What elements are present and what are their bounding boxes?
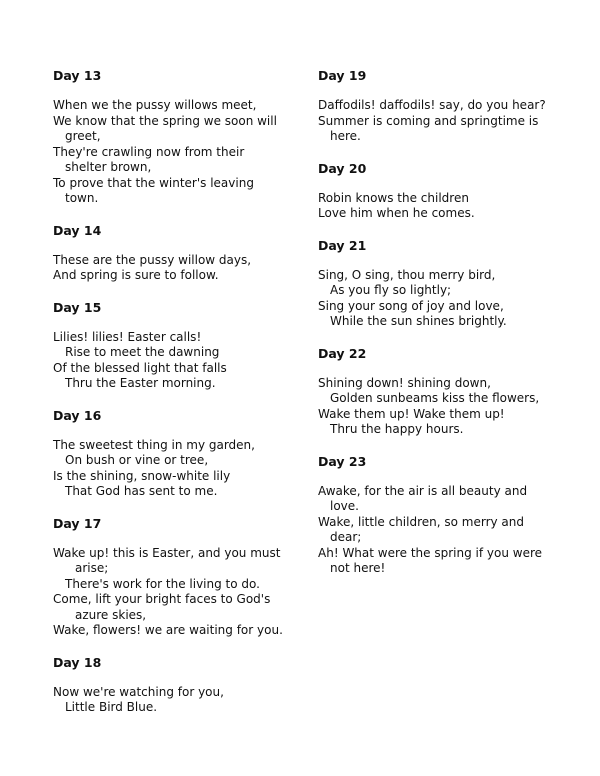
poem-line: Wake them up! Wake them up! [318,406,505,421]
poem-line: Robin knows the children [318,190,469,205]
poem-stanza [53,685,303,716]
poem-stanza [53,253,303,284]
poem-entry [53,655,303,716]
poem-stanza [53,330,303,392]
poem-line: Ah! What were the spring if you were [318,545,543,560]
poem-line: While the sun shines brightly. [330,314,507,328]
poem-entry [53,223,303,284]
poem-line: We know that the spring we soon will [53,113,277,128]
poem-line: Golden sunbeams kiss the flowers, [330,391,540,405]
poem-line: And spring is sure to follow. [53,268,219,282]
poem-line: Sing, O sing, thou merry bird, [318,267,496,282]
poem-entry [318,161,568,222]
poem-line: Wake, flowers! we are waiting for you. [53,623,283,637]
poem-line: They're crawling now from their [53,144,245,159]
day-heading: Day 20 [318,160,367,176]
poem-line: Summer is coming and springtime is [318,113,539,128]
poem-line: greet, [65,129,101,143]
poem-stanza [318,98,568,145]
poem-line: Wake, little children, so merry and [318,514,524,529]
day-heading: Day 22 [318,345,367,361]
day-heading: Day 17 [53,515,102,531]
day-heading: Day 18 [53,654,102,670]
day-heading: Day 16 [53,407,102,423]
poem-line: Thru the happy hours. [330,422,464,436]
poem-line: Come, lift your bright faces to God's [53,592,271,606]
poem-line: Sing your song of joy and love, [318,298,504,313]
poem-line: dear; [330,530,362,544]
poem-entry [318,346,568,438]
poem-line: love. [330,499,359,513]
poem-line: here. [330,129,361,143]
poem-line: That God has sent to me. [65,484,218,498]
poem-line: Little Bird Blue. [65,700,158,714]
poem-line: Awake, for the air is all beauty and [318,483,528,498]
poem-entry [53,300,303,392]
poem-line: There's work for the living to do. [65,576,260,591]
poem-line: Daffodils! daffodils! say, do you hear? [318,98,546,112]
poem-stanza [53,438,303,500]
day-heading: Day 21 [318,237,367,253]
poem-line: arise; [75,561,109,575]
poem-line: Of the blessed light that falls [53,360,227,375]
poem-stanza [318,484,568,577]
left-column [53,68,303,732]
poem-entry [53,408,303,500]
poem-line: When we the pussy willows meet, [53,98,257,112]
poem-line: Lilies! lilies! Easter calls! [53,329,202,344]
poem-stanza [53,546,303,639]
poem-line: not here! [330,561,386,575]
poem-line: To prove that the winter's leaving [53,175,254,190]
poem-line: shelter brown, [65,160,152,174]
poem-entry [53,68,303,207]
poem-line: The sweetest thing in my garden, [53,437,255,452]
poem-line: These are the pussy willow days, [53,252,252,267]
poem-line: Wake up! this is Easter, and you must [53,545,281,560]
poem-line: On bush or vine or tree, [65,453,209,467]
poem-entry [53,516,303,639]
day-heading: Day 15 [53,299,102,315]
poem-stanza [318,376,568,438]
right-column [318,68,568,593]
poem-stanza [318,191,568,222]
poem-line: As you fly so lightly; [330,283,452,297]
poem-line: Thru the Easter morning. [65,376,216,390]
poem-line: Love him when he comes. [318,206,475,220]
day-heading: Day 14 [53,222,102,238]
poem-line: azure skies, [75,607,147,622]
day-heading: Day 19 [318,68,367,83]
poem-stanza [53,98,303,207]
day-heading: Day 13 [53,68,102,83]
poem-line: town. [65,191,99,205]
poem-line: Rise to meet the dawning [65,345,220,359]
poem-entry [318,68,568,145]
poem-line: Now we're watching for you, [53,684,224,699]
poem-entry [318,454,568,577]
poem-line: Shining down! shining down, [318,375,491,390]
poem-entry [318,238,568,330]
day-heading: Day 23 [318,453,367,469]
poem-stanza [318,268,568,330]
poem-line: Is the shining, snow-white lily [53,468,231,483]
